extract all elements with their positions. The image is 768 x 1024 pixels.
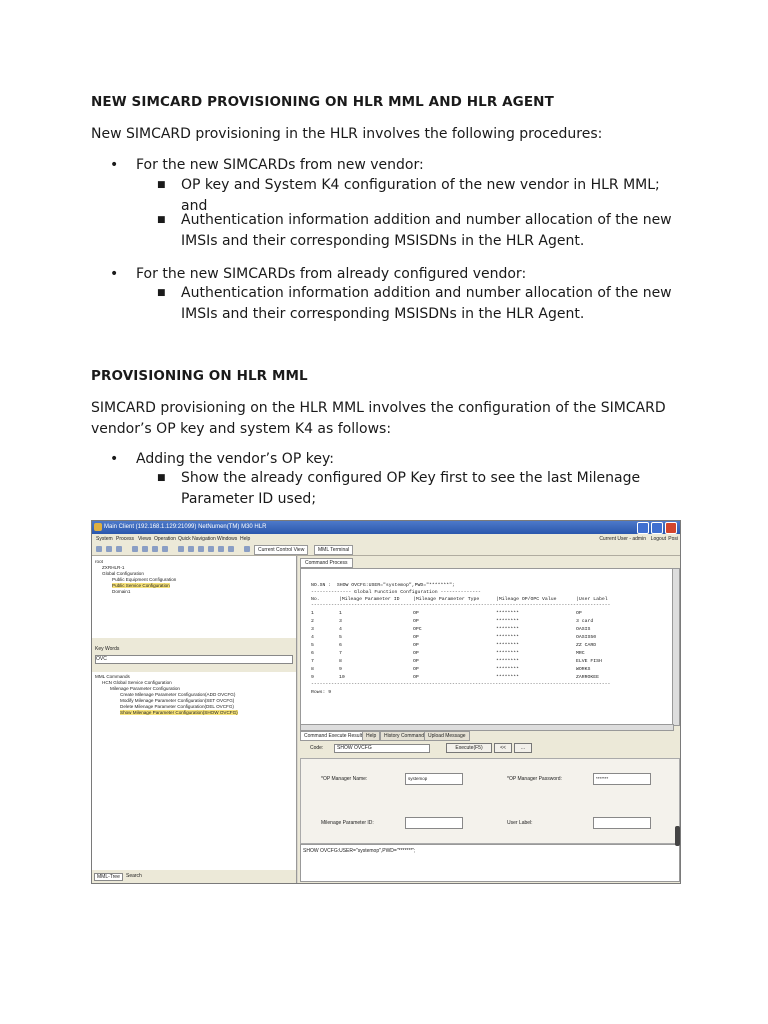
console-row-cell: ******** <box>496 659 520 664</box>
op-manager-password-label: *OP Manager Password: <box>507 776 562 782</box>
milenage-parameter-id-label: Milenage Parameter ID: <box>321 820 374 826</box>
console-row-cell: 9 <box>339 667 342 672</box>
menu-windows[interactable]: Windows <box>217 536 238 542</box>
alarm-icon[interactable] <box>178 546 184 552</box>
tab-upload-message[interactable]: Upload Message <box>424 731 470 741</box>
console-row-cell: 10 <box>339 675 345 680</box>
heading-provisioning-on-hlr-mml: PROVISIONING ON HLR MML <box>91 368 308 384</box>
console-row-cell: 5 <box>339 635 342 640</box>
sub-bullet-glyph: ■ <box>157 180 166 190</box>
console-row-cell: 9 <box>311 675 314 680</box>
console-row-cell: ******** <box>496 619 520 624</box>
execute-button[interactable]: Execute(F5) <box>446 743 492 753</box>
menu-process[interactable]: Process <box>116 536 135 542</box>
console-row-cell: 3 card <box>576 619 594 624</box>
console-row-cell: 1 <box>311 611 314 616</box>
user-icon[interactable] <box>218 546 224 552</box>
window-titlebar <box>92 521 680 534</box>
back-icon[interactable] <box>106 546 112 552</box>
tree-item-mml-commands[interactable]: MML Commands <box>95 674 130 679</box>
menu-quick-navigation[interactable]: Quick Navigation <box>178 536 216 542</box>
settings-icon[interactable] <box>142 546 148 552</box>
pos-link[interactable]: Posi <box>668 536 678 542</box>
forward-icon[interactable] <box>116 546 122 552</box>
console-row-cell: 3 <box>339 619 342 624</box>
console-row-cell: 1 <box>339 611 342 616</box>
console-row-cell: WORKS <box>576 667 591 672</box>
console-row-cell: ******** <box>496 651 520 656</box>
user-label-input[interactable] <box>593 817 651 829</box>
menu-operation[interactable]: Operation <box>154 536 176 542</box>
console-row-cell: ******** <box>496 611 520 616</box>
bullet-glyph: • <box>110 451 119 467</box>
tree-item-public-equipment[interactable]: Public Equipment Configuration <box>112 577 177 582</box>
op-manager-name-label: *OP Manager Name: <box>321 776 368 782</box>
right-panel <box>298 556 680 883</box>
console-row-cell: 4 <box>339 627 342 632</box>
result-tabs <box>300 731 678 740</box>
menu-help[interactable]: Help <box>240 536 251 542</box>
console-row-cell: OP <box>413 643 419 648</box>
tree-item-delete-milenage[interactable]: Delete Milenage Parameter Configuration(DEL OVCFG) <box>120 704 234 709</box>
embedded-hlr-screenshot <box>91 520 681 884</box>
tab-history-command[interactable]: History Command <box>380 731 428 741</box>
globe-icon[interactable] <box>244 546 250 552</box>
console-row-cell: OP <box>413 611 419 616</box>
code-bar <box>300 741 678 755</box>
print-icon[interactable] <box>162 546 168 552</box>
milenage-parameter-id-input[interactable] <box>405 817 463 829</box>
console-row-cell: ELVE FISH <box>576 659 602 664</box>
current-user: Current User - admin <box>599 536 646 542</box>
mml-terminal-tab[interactable]: MML Terminal <box>314 545 353 555</box>
current-control-view-tab[interactable]: Current Control View <box>254 545 308 555</box>
console-banner: -------------- Global Function Configuration -------------- <box>311 590 481 595</box>
command-line-text: SHOW OVCFG:USER="systemop",PWD="*******"; <box>303 848 416 854</box>
code-select[interactable]: SHOW OVCFG <box>334 744 430 753</box>
tree-item-global-configuration[interactable]: Global Configuration <box>102 571 144 576</box>
chart-icon[interactable] <box>198 546 204 552</box>
code-label: Code: <box>310 745 324 751</box>
left-panel <box>92 556 297 883</box>
keywords-label: Key Words <box>95 646 120 652</box>
command-output-console <box>300 568 674 726</box>
console-row-cell: OP <box>576 611 582 616</box>
console-row-cell: ZARROKEE <box>576 675 600 680</box>
console-row-cell: ******** <box>496 635 520 640</box>
tree-item-modify-milenage[interactable]: Modify Milenage Parameter Configuration(SET OVCFG) <box>120 698 235 703</box>
tree-item-root[interactable]: root <box>95 559 103 564</box>
console-row-cell: OP <box>413 651 419 656</box>
console-row-cell: OP <box>413 667 419 672</box>
minimize-icon[interactable] <box>637 522 649 534</box>
bullet-glyph: • <box>110 157 119 173</box>
console-row-cell: ******** <box>496 627 520 632</box>
menu-bar <box>92 534 680 543</box>
parameter-form <box>300 758 680 844</box>
more-button[interactable]: ... <box>514 743 532 753</box>
op-manager-name-input[interactable]: systemop <box>405 773 463 785</box>
sub-bullet-glyph: ■ <box>157 288 166 298</box>
console-row-cell: 7 <box>311 659 314 664</box>
tab-command-process[interactable]: Command Process <box>300 558 353 568</box>
console-row-cell: 8 <box>311 667 314 672</box>
user-label-label: User Label: <box>507 820 533 826</box>
home-icon[interactable] <box>96 546 102 552</box>
console-row-cell: OASIS50 <box>576 635 597 640</box>
tab-help[interactable]: Help <box>362 731 380 741</box>
tree-item-zxrhlr[interactable]: ZXRHLR-1 <box>102 565 125 570</box>
heading-new-simcard-provisioning: NEW SIMCARD PROVISIONING ON HLR MML AND HLR AGENT <box>91 94 554 110</box>
console-row-cell: 4 <box>311 635 314 640</box>
tab-mml-tree[interactable]: MML-Tree <box>94 873 123 881</box>
console-row-cell: ******** <box>496 643 520 648</box>
console-row-cell: MRC <box>576 651 585 656</box>
report-icon[interactable] <box>188 546 194 552</box>
console-row-cell: 2 <box>311 619 314 624</box>
toolbar <box>92 543 680 556</box>
console-horizontal-scrollbar[interactable] <box>300 724 674 731</box>
console-row-cell: OPC <box>413 627 422 632</box>
console-col-no: No. <box>311 597 320 602</box>
refresh-icon[interactable] <box>132 546 138 552</box>
resource-tree <box>92 556 296 638</box>
tree-item-domain1[interactable]: Domain1 <box>112 589 131 594</box>
maximize-icon[interactable] <box>651 522 663 534</box>
copy-icon[interactable] <box>152 546 158 552</box>
tab-search[interactable]: Search <box>126 873 142 879</box>
console-row-cell: 5 <box>311 643 314 648</box>
lock-icon[interactable] <box>208 546 214 552</box>
menu-system[interactable]: System <box>96 536 113 542</box>
app-icon <box>94 523 102 531</box>
sub-bullet-glyph: ■ <box>157 215 166 225</box>
console-separator: -------------------------------------------------------------------------------------------------------- <box>311 603 611 608</box>
tab-command-execute-result[interactable]: Command Execute Result <box>300 731 366 741</box>
logout-link[interactable]: Logout <box>650 536 666 542</box>
sub-bullet-glyph: ■ <box>157 473 166 483</box>
left-tabs <box>92 870 296 883</box>
console-col-user-label: |User Label <box>576 597 608 602</box>
window-title: Main Client (192.168.1.129:21099) NetNumen(TM) M30 HLR <box>104 524 267 530</box>
console-col-param-type: |Mileage Parameter Type <box>413 597 480 602</box>
intro-paragraph: New SIMCARD provisioning in the HLR involves the following procedures: <box>91 126 603 142</box>
op-manager-password-input[interactable]: ******* <box>593 773 651 785</box>
menu-views[interactable]: Views <box>138 536 152 542</box>
console-row-cell: OP <box>413 659 419 664</box>
tree-item-hcn-global[interactable]: HCN Global Service Configuration <box>102 680 172 685</box>
console-row-cell: ******** <box>496 667 520 672</box>
paragraph-simcard-provisioning: SIMCARD provisioning on the HLR MML involves the configuration of the SIMCARD vendor’s OP key and system K4 as follows: <box>91 400 666 437</box>
bullet-glyph: • <box>110 266 119 282</box>
console-rows-count: Rows: 9 <box>311 690 332 695</box>
console-row-cell: 7 <box>339 651 342 656</box>
console-col-param-id: |Mileage Parameter ID <box>339 597 400 602</box>
console-row-cell: 8 <box>339 659 342 664</box>
tree-item-milenage-config[interactable]: Milenage Parameter Configuration <box>110 686 180 691</box>
tree-item-show-milenage[interactable]: Show Milenage Parameter Configuration(SHOW OVCFG) <box>120 710 238 715</box>
close-icon[interactable] <box>665 522 677 534</box>
keywords-panel <box>92 638 296 672</box>
console-row-cell: ******** <box>496 675 520 680</box>
tree-item-public-service[interactable]: Public Service Configuration <box>112 583 170 588</box>
console-row-cell: 6 <box>339 643 342 648</box>
tree-item-create-milenage[interactable]: Create Milenage Parameter Configuration(ADD OVCFG) <box>120 692 236 697</box>
tool-icon[interactable] <box>228 546 234 552</box>
keywords-input[interactable]: OVC <box>95 655 293 664</box>
console-row-cell: OP <box>413 675 419 680</box>
previous-button[interactable]: << <box>494 743 512 753</box>
console-scrollbar[interactable] <box>672 568 680 726</box>
side-handle[interactable] <box>675 826 680 846</box>
console-row-cell: 3 <box>311 627 314 632</box>
command-line-box[interactable] <box>300 844 680 882</box>
console-separator: -------------------------------------------------------------------------------------------------------- <box>311 682 611 687</box>
console-row-cell: OP <box>413 635 419 640</box>
console-row-cell: OP <box>413 619 419 624</box>
console-command-line: NO.SN : SHOW OVCFG:USER="systemop",PWD="*******"; <box>311 583 455 588</box>
console-row-cell: ZZ CARD <box>576 643 597 648</box>
console-row-cell: OASIS <box>576 627 591 632</box>
console-col-op-value: |Mileage OP/OPC Value <box>496 597 557 602</box>
console-row-cell: 6 <box>311 651 314 656</box>
mml-command-tree <box>92 672 296 865</box>
